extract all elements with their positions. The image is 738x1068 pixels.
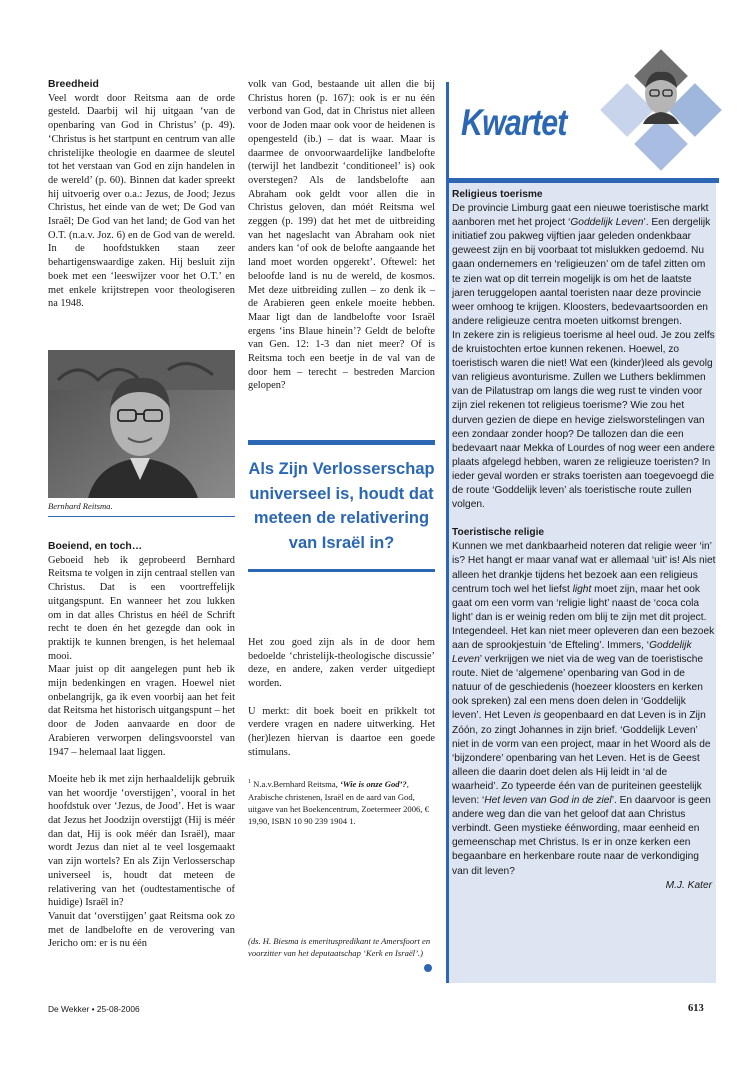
- subheading-breedheid: Breedheid: [48, 79, 99, 90]
- footnote-number: 1: [248, 779, 251, 786]
- article-column-1-lower: [48, 540, 235, 951]
- divider: [449, 178, 719, 183]
- article-column-2: [248, 78, 435, 393]
- paragraph: Vanuit dat ‘overstijgen’ gaat Reitsma ook zo met de landbelofte en de verovering van Jericho om: er is nu één: [48, 910, 235, 950]
- paragraph: Kunnen we met dankbaarheid noteren dat religie weer ‘in’ is? Het hangt er maar vanaf wat er allemaal ‘uit’ is! Als niet alleen het drankje tijdens het bezoek aan een religieus centrum toch wel het liefst light moet zijn, maar het ook gaat om een vorm van ‘religie light’ naast de ‘coca cola light’ dan is er weinig reden om blij te zijn met dit project. Integendeel. Het kan niet meer opleveren dan een bezoek aan de sprookjestuin ‘de Efteling’. Immers, ‘Goddelijk Leven’ verkrijgen we niet via de weg van de toeristische route. Niet de ‘algemene’ openbaring van God in de natuur of de geschiedenis (hoezeer kloosters en kerken ook spreken) zal een mens doen delen in ‘Goddelijk leven’. Het Leven is geopenbaard en dat Leven is in Zijn Zóón, zo zingt Johannes in zijn brief. ‘Goddelijk Leven’ niet in de vorm van een project, maar in het Woord als de ‘bijzondere’ openbaring van het Leven. Het is de Geest alleen die daarin doet delen als Hij leidt in ‘al de waarheid’. Zo typeerde één van de puriteinen geestelijk leven: ‘Het leven van God in de ziel’. En daarvoor is geen andere weg dan die van het geloof dat aan Christus verbindt. Geen mystieke éénwording, maar eenheid en gemeenschap met Christus. Is er in onze kerken een begaanbare en herkenbare route naar de verkondiging van dit leven?: [452, 541, 716, 877]
- author-note: (ds. H. Biesma is emerituspredikant te Amersfoort en voorzitter van het deputaatschap ‘Kerk en Israël’.): [248, 936, 431, 959]
- pull-quote: Als Zijn Verlosserschap universeel is, houdt dat meteen de relativering van Israël in?: [248, 440, 435, 572]
- kwartet-header: [449, 82, 719, 178]
- kwartet-sidebar: [446, 82, 716, 983]
- footnote: $^1$ N.a.v.Bernhard Reitsma, ‘Wie is onze God’?, Arabische christenen, Israël en de aard van God, uitgave van het Boekencentrum, Zoetermeer 2006, € 19,90, ISBN 10 90 239 1904 1.: [248, 779, 429, 827]
- paragraph: Veel wordt door Reitsma aan de orde gesteld. Daarbij wil hij uitgaan ‘van de openbaring van God in Christus’ (p. 49). ‘Christus is het startpunt en centrum van alle christelijke theologie en daarmee de sleutel tot het verstaan van God en zijn handelen in de wereld’ (p. 60). Binnen dat kader spreekt hij uitvoerig over o.a.: Jezus, de Jood; Jezus Christus, het einde van de wet; De God van Israël; De God van het land; de God van het O.T. (n.a.v. Joz. 6) en de God van de wereld. In de hoofdstukken staan zeer behartigenswaardige zaken. Hij besluit zijn boek met een ‘leeswijzer voor het O.T.’ en met enkele krijtstrepen voor theologiseren na 1948.: [48, 92, 235, 310]
- signature: M.J. Kater: [665, 879, 712, 891]
- subheading-toeristische-religie: Toeristische religie: [452, 527, 545, 539]
- portrait-image: [48, 350, 235, 498]
- page-number: 613: [688, 1003, 704, 1014]
- subheading-religieus-toerisme: Religieus toerisme: [452, 189, 543, 200]
- footer-publication: De Wekker • 25-08-2006: [48, 1004, 140, 1014]
- article-column-2-lower: [248, 636, 435, 828]
- kwartet-diamond-photos-icon: [599, 40, 724, 180]
- author-note-wrap: [248, 935, 435, 960]
- paragraph: volk van God, bestaande uit allen die bij Christus horen (p. 167): ook is er nu één verbond van God, dat in Christus niet alleen voor de Joden maar ook voor de heidenen is opengesteld (ib.) – dat is waar. Maar is daarmee de onvoorwaardelijke landbelofte (terwijl het landbezit ‘conditioneel’ is) ook overstegen? Als de landsbelofte aan Abraham ook geldt voor allen die in Christus geloven, dan móét Reitsma wel zeggen (p. 199) dat het met de uitbreiding van het nageslacht van Abraham ook niet anders kan ‘of ook de belofte aangaande het land moet worden opgerekt’. Oftewel: het beloofde land is nu de wereld, de kosmos. Met deze uitbreiding zullen – zo denk ik – de Arabieren geen enkele moeite hebben. Maar ligt dan de landbelofte voor Israël ergens ‘ins Blaue hinein’? Geldt de belofte van Gen. 12: 1-3 dan niet meer? Of is Reitsma toch een beetje in de val van de door hem – terecht – bestreden Marcion gelopen?: [248, 79, 435, 392]
- paragraph: De provincie Limburg gaat een nieuwe toeristische markt aanboren met het project ‘Goddelijk Leven’. Een dergelijk initiatief zou pakweg vijftien jaar geleden ondenkbaar geweest zijn en bij voorbaat tot mislukken gedoemd. Nu gaan ondernemers en ‘religieuzen’ om de tafel zitten om te zien wat op dit terrein mogelijk is om het de laatste jaren teruggelopen aantal toeristen naar deze provincie weer omhoog te krijgen. Kloosters, bedevaartsoorden en andere religieuze centra moeten uitkomst brengen.: [452, 203, 711, 327]
- book-title: ‘Wie is onze God’?: [339, 779, 407, 790]
- author-photo: [48, 350, 235, 498]
- subheading-boeiend: Boeiend, en toch…: [48, 541, 143, 552]
- article-column-1: [48, 78, 235, 311]
- photo-caption: Bernhard Reitsma.: [48, 500, 235, 517]
- paragraph: Maar juist op dit aangelegen punt heb ik mijn bedenkingen en vragen. Hoewel niet onbelangrijk, ga ik even voorbij aan het feit dat Reitsma het historisch uitgangspunt – het door de Joden aanvaarde en door de Arabieren verworpen delingsvoorstel van 1947 – helemaal laat liggen.: [48, 664, 236, 758]
- paragraph: Moeite heb ik met zijn herhaaldelijk gebruik van het woordje ‘overstijgen’, vooral in het hoofdstuk over ‘Jezus, de Jood’. Het is waar dat Jezus het Joodzijn overstijgt (Hij is méér dan dat, Hij is ook méér dan Israël), maar wordt Jezus dan niet al te veel losgemaakt van zijn wortels? En als Zijn Verlosserschap universeel is, houdt dat meteen de relativering van het (oudtestamentische of huidige) Israël in?: [48, 773, 235, 909]
- end-mark-icon: [424, 964, 432, 972]
- sidebar-text: [449, 188, 719, 893]
- kwartet-title: Kwartet: [461, 102, 567, 143]
- paragraph: In zekere zin is religieus toerisme al heel oud. Je zou zelfs de kruistochten ertoe kunnen rekenen. Hoewel, zo toeristisch waren die niet! Wat een (kinder)leed als gevolg van religieus avonturisme. Zullen we Luthers beklimmen van de Pilatustrap om langs die weg rust te vinden voor zijn ziel rekenen tot religieus toerisme? Wie zou het durven gezien de diepe en hevige zielsworstelingen van een zondaar zonder hoop? De tallozen dan die een bedevaart naar Mekka of Lourdes of nog weer een andere plaats afgelegd hebben, waren ze religieuze toeristen? In ieder geval worden er straks toeristen aan toegevoegd die de route ‘Goddelijk leven’ als toeristische route zullen volgen.: [452, 329, 715, 511]
- paragraph: Geboeid heb ik geprobeerd Bernhard Reitsma te volgen in zijn centraal stellen van Christus. Dat is een voortreffelijk uitgangspunt. En wanneer het zou lukken om in dat alles Christus en héél de Schrift recht te doen én het gezegde dan ook in praktijk te kunnen brengen, is het helemaal mooi.: [48, 554, 235, 662]
- paragraph: U merkt: dit boek boeit en prikkelt tot verdere vragen en nadere uitwerking. Het (her)lezen hiervan is daartoe een goede stimulans.: [248, 705, 435, 758]
- paragraph: Het zou goed zijn als in de door hem bedoelde ‘christelijk-theologische discussie’ deze, en andere, zaken verder uitgediept worden.: [248, 637, 435, 690]
